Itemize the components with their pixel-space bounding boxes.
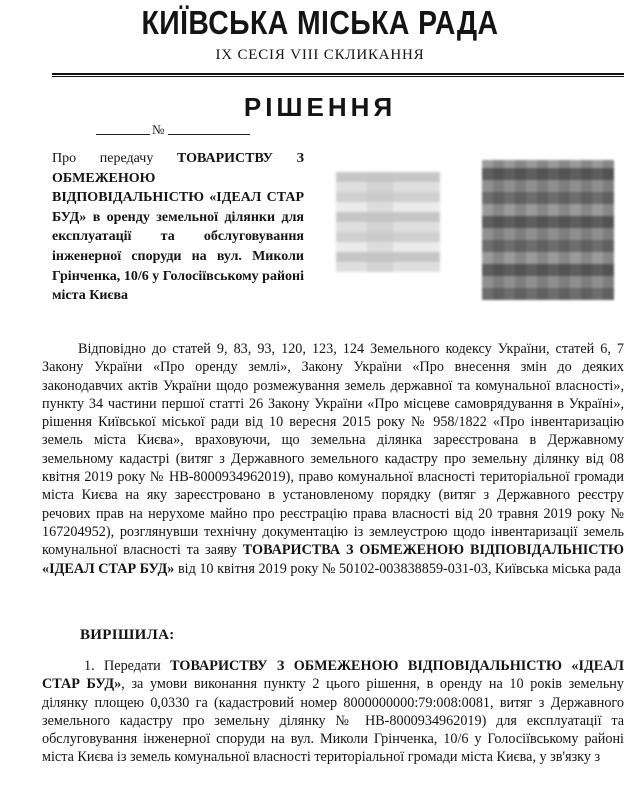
- council-title: КИЇВСЬКА МІСЬКА РАДА: [141, 4, 499, 41]
- decision-subject: [52, 149, 304, 306]
- subject-company: ТОВАРИСТВУ З ОБМЕЖЕНОЮ ВІДПОВІДАЛЬНІСТЮ «ІДЕАЛ СТАР БУД»: [52, 151, 304, 225]
- preamble-company: ТОВАРИСТВА З ОБМЕЖЕНОЮ ВІДПОВІДАЛЬНІСТЮ «ІДЕАЛ СТАР БУД»: [42, 542, 624, 577]
- decision-number-line: [96, 122, 256, 138]
- item1-lead: 1. Передати: [84, 658, 171, 674]
- date-blank: [96, 134, 150, 135]
- header-rule-thin: [52, 76, 624, 77]
- redacted-qr-area: [482, 160, 614, 300]
- decided-heading: ВИРІШИЛА:: [80, 627, 175, 643]
- item1-rest: , за умови виконання пункту 2 цього рішення, в оренду на 10 років земельну ділянку площею 0,0330 га (кадастровий номер 8000000000:79:008:0081, витяг з Державного земельного кадастру про земельну ділянку № НВ-8000934962019) для експлуатації та обслуговування інженерної споруди на вул. Миколи Грінченка, 10/6 у Голосіївському районі міста Києва із земель комунальної власності територіальної громади міста Києва, у зв'язку з: [42, 676, 624, 766]
- subject-lead: Про передачу: [52, 151, 177, 166]
- decision-item-1: [42, 657, 624, 767]
- item1-company: ТОВАРИСТВУ З ОБМЕЖЕНОЮ ВІДПОВІДАЛЬНІСТЮ «ІДЕАЛ СТАР БУД»: [42, 658, 625, 693]
- header-rule: [52, 73, 624, 75]
- subject-rest: в оренду земельної ділянки для експлуатації та обслуговування інженерної споруди на вул. Миколи Грінченка, 10/6 у Голосіївському районі міста Києва: [52, 209, 304, 304]
- number-sign: №: [152, 122, 165, 137]
- document-type: РІШЕННЯ: [243, 92, 397, 122]
- preamble-text-1: Відповідно до статей 9, 83, 93, 120, 123, 124 Земельного кодексу України, статей 6, 7 Закону України «Про оренду землі», Закону України «Про внесення змін до деяких законодавчих актів України щодо розмежування земель державної та комунальної власності», пункту 34 частини першої статті 26 Закону України «Про місцеве самоврядування в Україні», рішення Київської міської ради від 10 вересня 2015 року № 958/1822 «Про інвентаризацію земель міста Києва», враховуючи, що земельна ділянка зареєстрована в Державному земельному кадастрі (витяг з Державного земельного кадастру про земельну ділянку від 08 квітня 2019 року № НВ-8000934962019), право комунальної власності територіальної громади міста Києва на яку зареєстровано в установленому порядку (витяг з Державного реєстру речових прав на нерухоме майно про реєстрацію права власності від 20 травня 2019 року № 167204952), розглянувши технічну документацію із землеустрою щодо інвентаризації земель комунальної власності та заяву: [42, 341, 624, 559]
- redacted-stamp-area: [336, 172, 440, 272]
- number-blank: [168, 134, 250, 135]
- preamble-text-2: від 10 квітня 2019 року № 50102-003838859-031-03, Київська міська рада: [174, 560, 622, 577]
- session-line: IX СЕСІЯ VIII СКЛИКАННЯ: [215, 47, 425, 63]
- preamble-paragraph: [42, 340, 624, 578]
